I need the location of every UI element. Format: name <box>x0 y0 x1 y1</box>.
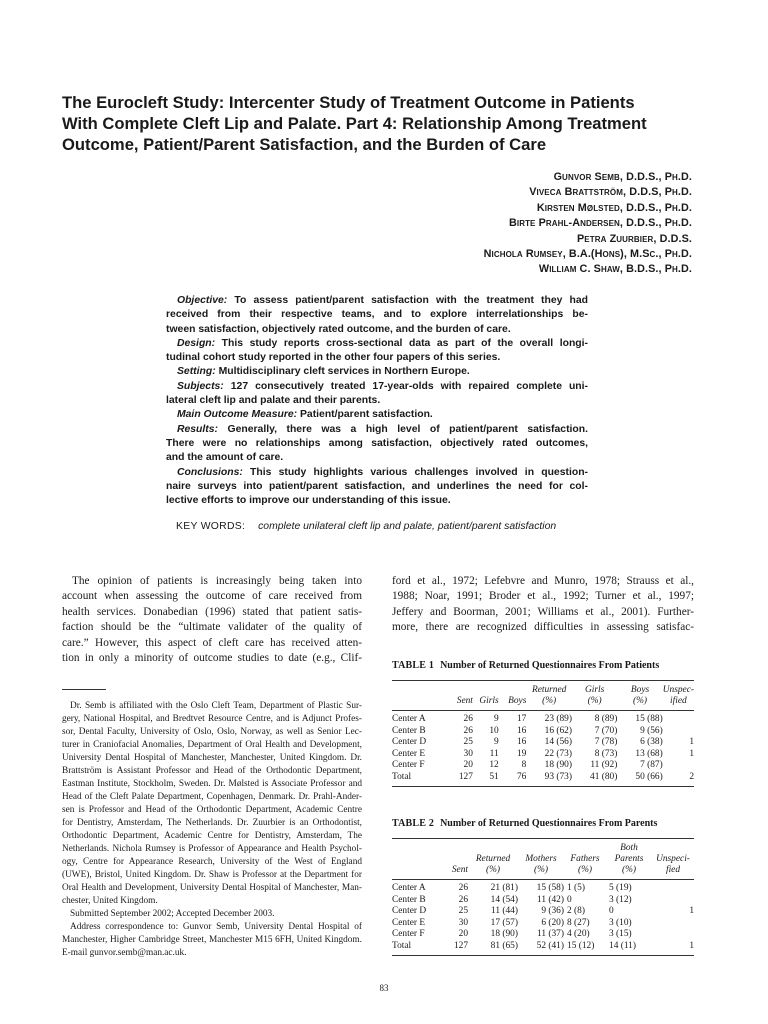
cell-returned: 22 (73) <box>544 748 572 759</box>
footnote-line: Dr. Semb is affiliated with the Oslo Cleft Team, Department of Plastic Sur- <box>70 701 362 711</box>
cell-boys-pct: 50 (66) <box>617 772 662 786</box>
table1-title: Number of Returned Questionnaires From Patients <box>440 660 660 671</box>
body-line: faction should be the “ultimate validater of the quality of <box>62 621 362 634</box>
footnote-submitted: Submitted September 2002; Accepted December 2003. <box>70 909 275 919</box>
article-title <box>62 92 722 155</box>
table2-header-unspecified <box>652 839 694 880</box>
header-text: Boys <box>630 685 650 695</box>
cell-boys: 16 <box>516 725 527 736</box>
table-row <box>392 711 694 726</box>
cell-girls-pct: 7 (78) <box>594 737 618 748</box>
header-text: Fathers <box>570 854 600 864</box>
header-text: Unspeci- <box>656 854 690 864</box>
table1-header-girls-pct <box>572 681 617 711</box>
cell-returned: 21 (81) <box>490 883 518 893</box>
table2 <box>392 838 694 956</box>
cell-both-parents: 3 (15) <box>609 929 632 940</box>
header-text: Unspec- <box>662 685 694 695</box>
table2-header-mothers <box>518 839 564 880</box>
table-row <box>392 737 694 749</box>
cell-unspecified <box>663 726 694 738</box>
cell-both-parents: 3 (12) <box>609 894 632 905</box>
abstract-line: and the amount of care. <box>166 452 284 464</box>
header-text: Girls <box>585 685 605 695</box>
abstract-line <box>166 337 588 351</box>
footnote-line: ogy, Centre for Appearance Research, University of the West of England <box>62 857 362 867</box>
cell-returned: 16 (62) <box>544 725 572 736</box>
cell-sent: 25 <box>463 737 473 748</box>
cell-returned: 11 (44) <box>491 906 518 917</box>
cell-fathers: 15 (12) <box>564 941 606 955</box>
footnote-line: Orthodontic Department, Academic Centre for Dentistry, Amsterdam, The <box>62 831 362 841</box>
cell-fathers: 1 (5) <box>567 883 585 893</box>
abstract-line <box>166 365 588 379</box>
cell-returned: 93 (73) <box>526 772 572 786</box>
abstract-line <box>166 423 588 437</box>
cell-fathers: 4 (20) <box>567 929 590 940</box>
keywords <box>176 521 596 532</box>
cell-mothers: 11 (42) <box>537 894 564 905</box>
header-text: Returned <box>531 685 567 695</box>
cell-unspecified: 1 <box>689 906 694 917</box>
conclusions-label: Conclusions: <box>177 466 243 478</box>
body-line: more, there are recognized difficulties in assessing satisfac- <box>392 621 694 634</box>
header-text: (%) <box>485 865 501 875</box>
cell-unspecified <box>652 895 694 907</box>
footnote-line: turer in Craniofacial Anomalies, Department of Oral Health and Development, <box>62 740 362 750</box>
cell-center: Center E <box>392 748 426 759</box>
table1-header-returned <box>526 681 572 711</box>
table1-header-unspecified <box>663 681 694 711</box>
cell-center: Center A <box>392 883 426 893</box>
footnote-line: University Dental Hospital of Manchester, Manchester, United Kingdom. Dr. <box>62 753 362 763</box>
cell-center: Center D <box>392 906 427 917</box>
cell-boys-pct: 7 (87) <box>640 760 663 771</box>
table-row <box>392 895 694 907</box>
header-text: (%) <box>542 696 557 706</box>
header-text: (%) <box>533 865 549 875</box>
table1-caption <box>392 660 659 671</box>
footnote-line: Head of the Cleft Palate Department, Copenhagen, Denmark. Dr. Prahl-Ander- <box>62 792 362 802</box>
cell-boys-pct: 6 (38) <box>640 737 663 748</box>
table-row <box>392 941 694 955</box>
table2-header-fathers <box>564 839 606 880</box>
cell-girls-pct: 41 (80) <box>572 772 617 786</box>
body-line: health services. Donabedian (1996) stated that patient satis- <box>62 605 362 618</box>
page-number: 83 <box>379 983 389 993</box>
keywords-label: KEY WORDS: <box>176 521 246 532</box>
table2-title: Number of Returned Questionnaires From Parents <box>440 818 658 829</box>
cell-center: Center B <box>392 894 426 905</box>
cell-sent: 30 <box>458 917 468 928</box>
header-text: (%) <box>577 865 593 875</box>
abstract-line: There were no relationships among satisfaction, objectively rated outcomes, <box>166 437 588 449</box>
table-row <box>392 906 694 918</box>
table1-number: TABLE 1 <box>392 660 435 671</box>
cell-girls-pct: 8 (89) <box>594 714 618 724</box>
cell-returned: 14 (54) <box>490 894 518 905</box>
title-line: The Eurocleft Study: Intercenter Study of Treatment Outcome in Patients <box>62 93 635 112</box>
header-text: fied <box>665 865 681 875</box>
footnotes <box>62 700 362 960</box>
cell-returned: 23 (89) <box>544 714 572 724</box>
abstract-text: Generally, there was a high level of patient/parent satisfaction. <box>227 423 589 435</box>
author: Viveca Brattström, D.D.S, Ph.D. <box>529 186 692 199</box>
cell-boys-pct: 9 (56) <box>640 725 663 736</box>
cell-unspecified <box>652 880 694 895</box>
results-label: Results: <box>177 423 218 435</box>
table2-header-returned <box>468 839 518 880</box>
cell-unspecified <box>652 918 694 930</box>
cell-center: Total <box>392 772 443 786</box>
cell-boys: 16 <box>516 737 527 748</box>
body-line: account when assessing the outcome of care received from <box>62 590 362 603</box>
header-text: (%) <box>587 696 602 706</box>
cell-returned: 18 (90) <box>544 760 572 771</box>
main-outcome-label: Main Outcome Measure: <box>177 409 298 421</box>
cell-sent: 20 <box>463 760 473 771</box>
footnote-line: Netherlands. Nichola Rumsey is Professor of Appearance and Health Psychol- <box>62 844 362 854</box>
footnote-line: Brattström is Assistant Professor and Head of the Orthodontic Department, <box>62 766 362 776</box>
cell-fathers: 0 <box>567 894 572 905</box>
cell-unspecified <box>652 929 694 941</box>
header-text: ified <box>670 696 687 706</box>
table-row <box>392 929 694 941</box>
cell-boys: 17 <box>516 714 527 724</box>
cell-center: Center F <box>392 929 425 940</box>
cell-boys: 19 <box>516 748 527 759</box>
body-line: ford et al., 1972; Lefebvre and Munro, 1978; Strauss et al., <box>392 575 694 587</box>
design-label: Design: <box>177 337 216 349</box>
abstract-line: naire surveys into patient/parent satisfaction, and underlines the need for col- <box>166 480 588 492</box>
header-text: Both <box>620 843 638 853</box>
table2-header-both-parents <box>606 839 652 880</box>
cell-returned: 14 (56) <box>544 737 572 748</box>
cell-fathers: 8 (27) <box>567 917 590 928</box>
table-row <box>392 726 694 738</box>
footnote-line: (UWE), Bristol, United Kingdom. Dr. Shaw is Professor at the Department for <box>62 870 362 880</box>
cell-girls-pct: 11 (92) <box>590 760 618 771</box>
title-line: With Complete Cleft Lip and Palate. Part 4: Relationship Among Treatment <box>62 114 647 133</box>
abstract-text: Patient/parent satisfaction. <box>300 409 433 421</box>
cell-sent: 127 <box>444 941 468 955</box>
cell-returned: 81 (65) <box>468 941 518 955</box>
table2-header-sent: Sent <box>444 839 468 880</box>
abstract-text: Multidisciplinary cleft services in Northern Europe. <box>218 366 470 378</box>
table1-header-sent: Sent <box>443 681 473 711</box>
table1-header-boys: Boys <box>499 681 527 711</box>
cell-both-parents: 14 (11) <box>606 941 652 955</box>
body-line: care.” However, this aspect of cleft care has received atten- <box>62 636 362 649</box>
abstract <box>166 294 588 508</box>
cell-girls: 9 <box>494 714 499 724</box>
header-text: (%) <box>621 865 637 875</box>
objective-label: Objective: <box>177 295 228 306</box>
author: William C. Shaw, B.D.S., Ph.D. <box>538 263 692 276</box>
table2-number: TABLE 2 <box>392 818 435 829</box>
cell-both-parents: 5 (19) <box>609 883 632 893</box>
author: Nichola Rumsey, B.A.(Hons), M.Sc., Ph.D. <box>483 248 692 261</box>
table-row <box>392 918 694 930</box>
table-row <box>392 772 694 786</box>
abstract-line: lateral cleft lip and palate and their parents. <box>166 395 381 407</box>
abstract-text: 127 consecutively treated 17-year-olds with repaired complete uni- <box>230 380 588 392</box>
abstract-line: tudinal cohort study reported in the other four papers of this series. <box>166 352 501 364</box>
author-list <box>484 170 692 278</box>
cell-unspecified: 1 <box>689 737 694 748</box>
abstract-line <box>166 408 588 422</box>
title-line: Outcome, Patient/Parent Satisfaction, and the Burden of Care <box>62 135 547 154</box>
footnote-line: sor, Dental Faculty, University of Oslo, Oslo, Norway, as well as Senior Lec- <box>62 727 362 737</box>
cell-mothers: 9 (36) <box>541 906 564 917</box>
cell-girls: 9 <box>494 737 499 748</box>
table1-header-boys-pct <box>617 681 662 711</box>
table-row <box>392 760 694 772</box>
table1-header-center <box>392 681 443 711</box>
footnote-line: chester, United Kingdom. <box>62 896 158 906</box>
cell-sent: 20 <box>458 929 468 940</box>
body-line: The opinion of patients is increasingly being taken into <box>72 575 362 587</box>
cell-unspecified: 2 <box>663 772 694 786</box>
header-text: Parents <box>614 854 644 864</box>
cell-mothers: 52 (41) <box>518 941 564 955</box>
body-line: 1988; Noar, 1991; Broder et al., 1992; Turner et al., 1997; <box>392 590 694 603</box>
cell-girls: 11 <box>489 748 499 759</box>
cell-both-parents: 0 <box>609 906 614 917</box>
cell-girls: 51 <box>473 772 499 786</box>
cell-boys: 8 <box>521 760 527 771</box>
cell-mothers: 11 (37) <box>537 929 564 940</box>
cell-mothers: 6 (20) <box>541 917 564 928</box>
cell-mothers: 15 (58) <box>536 883 564 893</box>
cell-sent: 127 <box>443 772 473 786</box>
table2-caption <box>392 818 657 829</box>
cell-sent: 26 <box>463 714 473 724</box>
body-line: tion in only a minority of outcome studies to date (e.g., Clif- <box>62 652 362 665</box>
cell-boys: 76 <box>499 772 527 786</box>
footnote-rule <box>62 689 106 690</box>
keywords-value: complete unilateral cleft lip and palate, patient/parent satisfaction <box>258 521 557 532</box>
cell-sent: 26 <box>458 894 468 905</box>
subjects-label: Subjects: <box>177 380 224 392</box>
cell-unspecified: 1 <box>652 941 694 955</box>
footnote-line: for Dentistry, Amsterdam, The Netherlands. Dr. Zuurbier is an Orthodontist, <box>62 818 362 828</box>
abstract-text: This study highlights various challenges involved in question- <box>250 466 588 478</box>
table1 <box>392 680 694 787</box>
abstract-line: lective efforts to improve our understanding of this issue. <box>166 495 451 507</box>
abstract-line <box>166 294 588 308</box>
cell-unspecified <box>663 711 694 726</box>
cell-center: Center F <box>392 760 425 771</box>
cell-boys-pct: 13 (68) <box>635 748 663 759</box>
author: Petra Zuurbier, D.D.S. <box>576 232 692 245</box>
body-column-right <box>392 574 694 636</box>
footnote-line: Eastman Institute, Stockholm, Sweden. Dr. Mølsted is Associate Professor and <box>62 779 362 789</box>
cell-boys-pct: 15 (88) <box>635 714 663 724</box>
abstract-text: To assess patient/parent satisfaction with the treatment they had <box>234 295 589 306</box>
cell-center: Total <box>392 941 444 955</box>
author: Gunvor Semb, D.D.S., Ph.D. <box>553 171 692 183</box>
footnote-line: Address correspondence to: Gunvor Semb, University Dental Hospital of <box>70 922 362 932</box>
cell-both-parents: 3 (10) <box>609 917 632 928</box>
abstract-line: received from their respective teams, and to explore interrelationships be- <box>166 309 588 321</box>
body-column-left <box>62 574 362 666</box>
setting-label: Setting: <box>177 366 216 378</box>
cell-girls: 12 <box>489 760 499 771</box>
abstract-line <box>166 380 588 394</box>
table-row <box>392 749 694 761</box>
footnote-line: sen is Professor and Head of the Orthodontic Department, Academic Centre <box>62 805 362 815</box>
cell-unspecified: 1 <box>689 748 694 759</box>
header-text: Returned <box>475 854 511 864</box>
abstract-line <box>166 466 588 480</box>
header-text: Mothers <box>525 854 557 864</box>
table1-header-girls: Girls <box>473 681 499 711</box>
author: Kirsten Mølsted, D.D.S., Ph.D. <box>536 201 692 214</box>
footnote-line: Manchester, Higher Cambridge Street, Manchester M15 6FH, United Kingdom. <box>62 935 362 945</box>
cell-center: Center A <box>392 714 426 724</box>
cell-girls-pct: 7 (70) <box>594 725 618 736</box>
footnote-email: E-mail gunvor.semb@man.ac.uk. <box>62 948 187 958</box>
cell-sent: 25 <box>458 906 468 917</box>
cell-girls-pct: 8 (73) <box>594 748 618 759</box>
footnote-line: Oral Health and Development, University Dental Hospital of Manchester, Man- <box>62 883 362 893</box>
footnote-line: gery, National Hospital, and Bredtvet Resource Centre, and is Adjunct Profes- <box>62 714 362 724</box>
cell-sent: 26 <box>458 883 468 893</box>
abstract-text: This study reports cross-sectional data as part of the overall longi- <box>221 337 588 349</box>
cell-center: Center E <box>392 917 426 928</box>
cell-center: Center B <box>392 725 426 736</box>
cell-girls: 10 <box>489 725 499 736</box>
author: Birte Prahl-Andersen, D.D.S., Ph.D. <box>508 217 692 230</box>
cell-returned: 18 (90) <box>490 929 518 940</box>
table2-header-center <box>392 839 444 880</box>
abstract-line: tween satisfaction, objectively rated outcome, and the burden of care. <box>166 323 511 335</box>
table-row <box>392 880 694 895</box>
cell-sent: 26 <box>463 725 473 736</box>
cell-returned: 17 (57) <box>490 917 518 928</box>
cell-center: Center D <box>392 737 427 748</box>
cell-unspecified <box>663 760 694 772</box>
cell-fathers: 2 (8) <box>567 906 585 917</box>
body-line: Jeffery and Boorman, 2001; Williams et al., 2001). Further- <box>392 605 694 618</box>
cell-sent: 30 <box>463 748 473 759</box>
header-text: (%) <box>633 696 648 706</box>
